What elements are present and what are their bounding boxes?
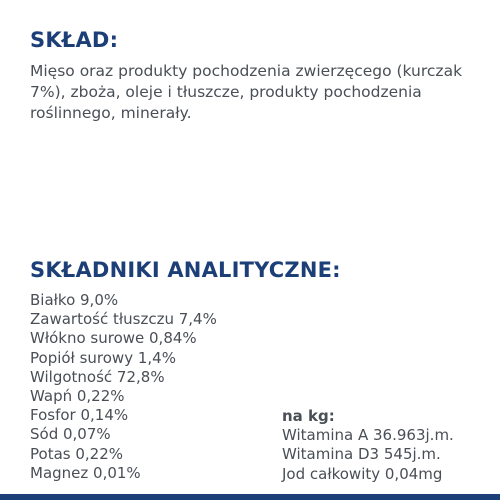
list-item: Potas 0,22% xyxy=(30,444,123,463)
analytical-constituents-heading: SKŁADNIKI ANALITYCZNE: xyxy=(30,258,341,282)
list-item: Wilgotność 72,8% xyxy=(30,367,165,386)
composition-heading: SKŁAD: xyxy=(30,28,119,52)
list-item: Fosfor 0,14% xyxy=(30,406,129,425)
per-kg-item: Witamina A 36.963j.m. xyxy=(282,426,454,445)
analytical-constituents-list xyxy=(30,291,217,483)
list-item: Magnez 0,01% xyxy=(30,463,141,482)
list-item: Włókno surowe 0,84% xyxy=(30,329,197,348)
list-item: Wapń 0,22% xyxy=(30,387,125,406)
per-kg-item: Jod całkowity 0,04mg xyxy=(282,464,443,483)
list-item: Białko 9,0% xyxy=(30,291,119,309)
per-kg-block xyxy=(282,407,454,484)
list-item: Popiół surowy 1,4% xyxy=(30,348,176,367)
list-item: Zawartość tłuszczu 7,4% xyxy=(30,310,217,329)
per-kg-title: na kg: xyxy=(282,407,335,425)
list-item: Sód 0,07% xyxy=(30,425,111,444)
bottom-accent-bar xyxy=(0,494,500,500)
composition-text: Mięso oraz produkty pochodzenia zwierzęcego (kurczak 7%), zboża, oleje i tłuszcze, produkty pochodzenia roślinnego, minerały. xyxy=(30,62,463,122)
per-kg-item: Witamina D3 545j.m. xyxy=(282,445,441,464)
